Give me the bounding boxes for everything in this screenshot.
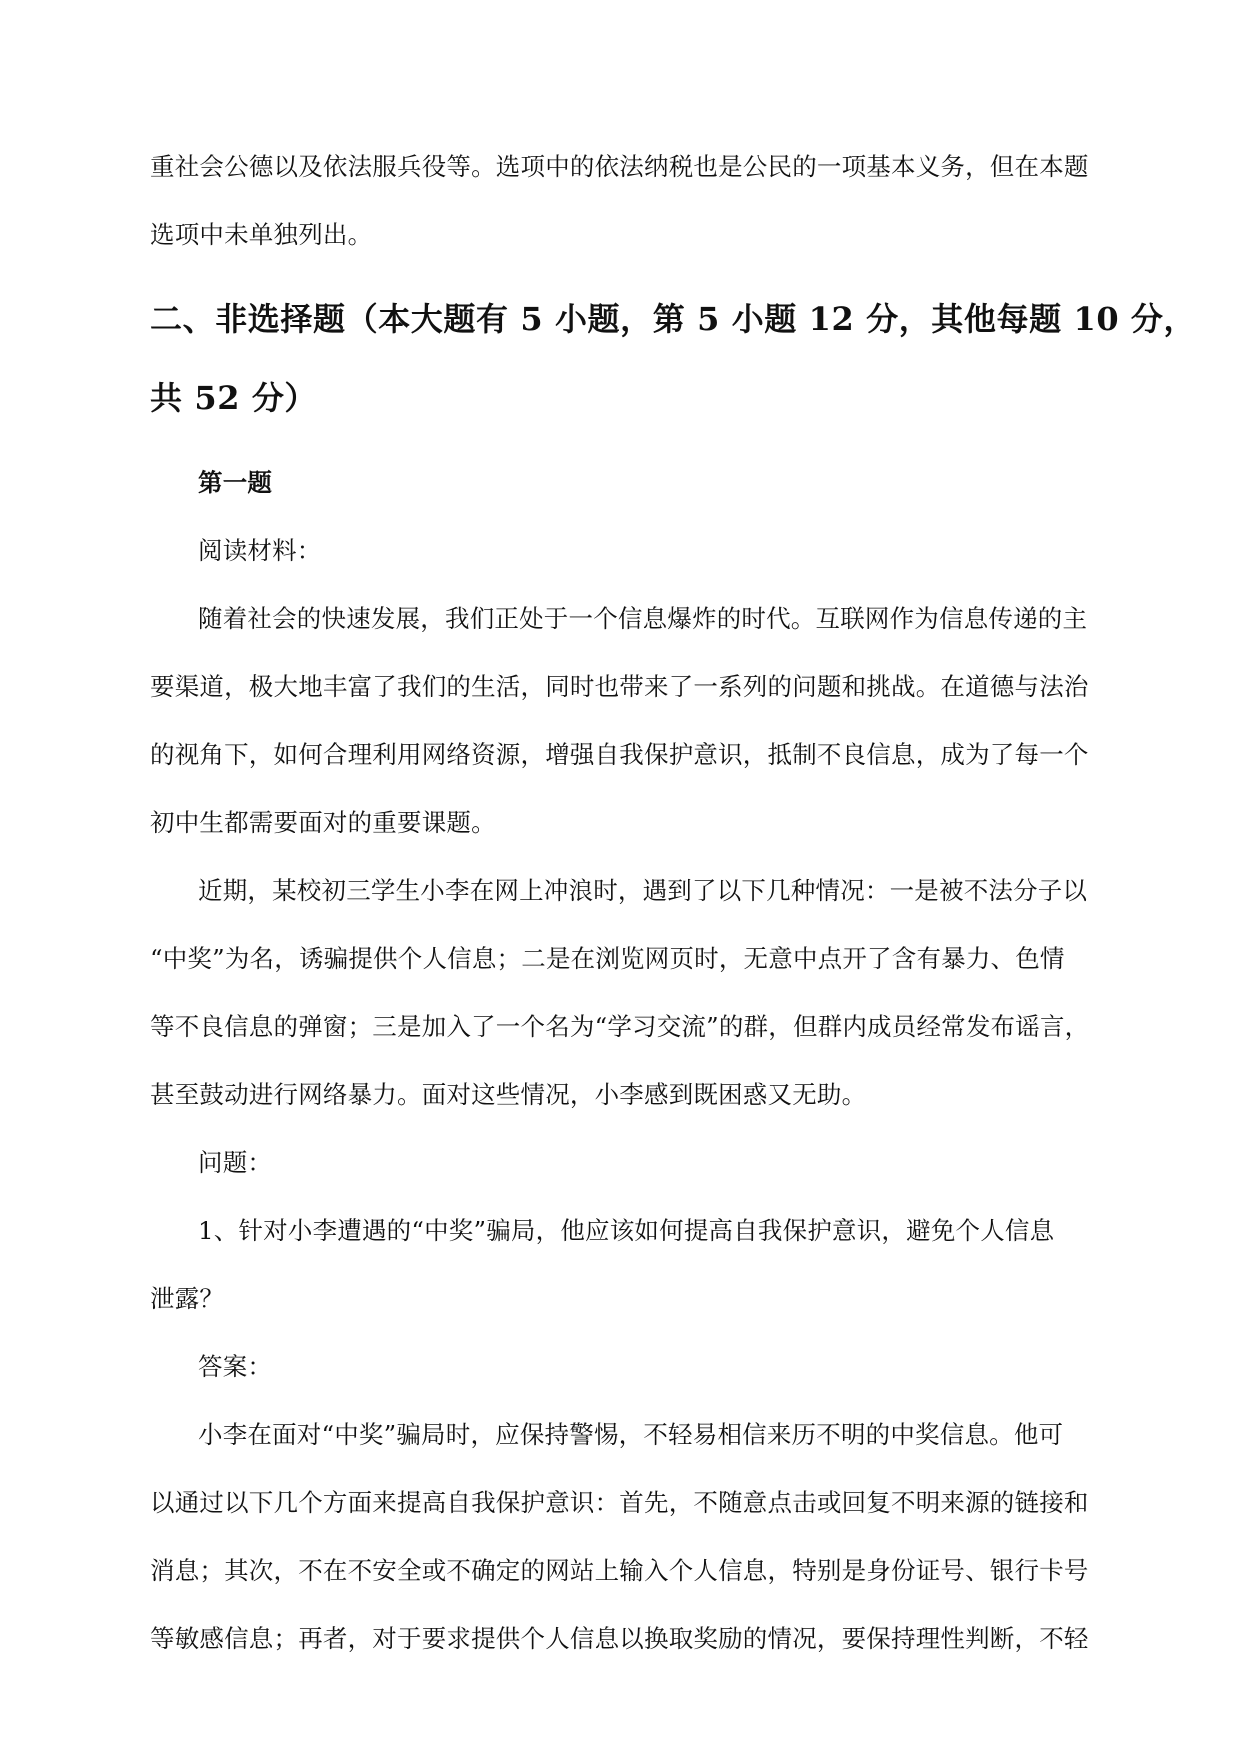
question-text-line-1: 1、针对小李遭遇的“中奖”骗局，他应该如何提高自我保护意识，避免个人信息	[198, 1216, 1055, 1245]
material-p2-line-2: “中奖”为名，诱骗提供个人信息；二是在浏览网页时，无意中点开了含有暴力、色情	[150, 944, 1065, 973]
answer-line-2: 以通过以下几个方面来提高自我保护意识：首先，不随意点击或回复不明来源的链接和	[150, 1488, 1089, 1517]
answer-line-4: 等敏感信息；再者，对于要求提供个人信息以换取奖励的情况，要保持理性判断，不轻	[150, 1624, 1089, 1653]
answer-line-3: 消息；其次，不在不安全或不确定的网站上输入个人信息，特别是身份证号、银行卡号	[150, 1556, 1089, 1585]
material-p2-line-4: 甚至鼓动进行网络暴力。面对这些情况，小李感到既困惑又无助。	[150, 1080, 867, 1109]
intro-line-1: 重社会公德以及依法服兵役等。选项中的依法纳税也是公民的一项基本义务，但在本题	[150, 152, 1089, 181]
intro-line-2: 选项中未单独列出。	[150, 220, 373, 249]
answer-label: 答案：	[198, 1352, 273, 1381]
question-heading: 第一题	[198, 468, 273, 497]
material-p1-line-4: 初中生都需要面对的重要课题。	[150, 808, 496, 837]
question-text-line-2: 泄露？	[150, 1284, 225, 1313]
reading-label: 阅读材料：	[198, 536, 322, 565]
material-p1-line-1: 随着社会的快速发展，我们正处于一个信息爆炸的时代。互联网作为信息传递的主	[198, 604, 1088, 633]
material-p2-line-1: 近期，某校初三学生小李在网上冲浪时，遇到了以下几种情况：一是被不法分子以	[198, 876, 1088, 905]
section-title-line-2: 共 52 分）	[150, 379, 318, 417]
question-label: 问题：	[198, 1148, 273, 1177]
material-p2-line-3: 等不良信息的弹窗；三是加入了一个名为“学习交流”的群，但群内成员经常发布谣言，	[150, 1012, 1090, 1041]
material-p1-line-3: 的视角下，如何合理利用网络资源，增强自我保护意识，抵制不良信息，成为了每一个	[150, 740, 1089, 769]
material-p1-line-2: 要渠道，极大地丰富了我们的生活，同时也带来了一系列的问题和挑战。在道德与法治	[150, 672, 1089, 701]
answer-line-1: 小李在面对“中奖”骗局时，应保持警惕，不轻易相信来历不明的中奖信息。他可	[198, 1420, 1064, 1449]
section-title-line-1: 二、非选择题（本大题有 5 小题，第 5 小题 12 分，其他每题 10 分，	[150, 300, 1197, 338]
